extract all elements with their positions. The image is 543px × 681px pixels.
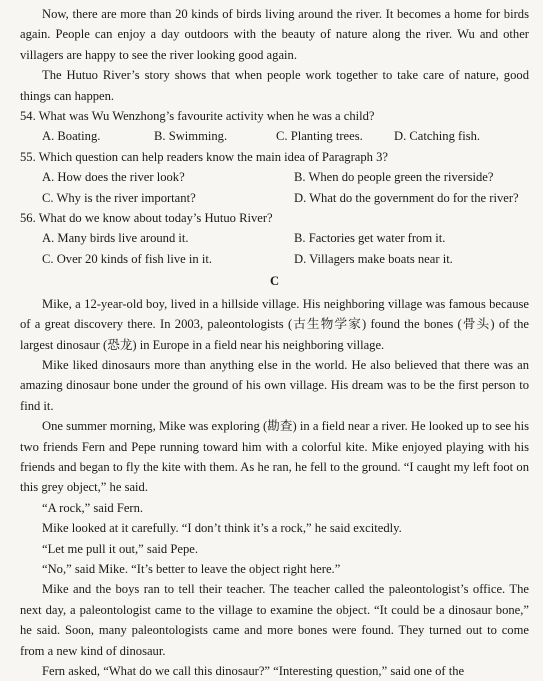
- option-c: C. Why is the river important?: [42, 190, 196, 205]
- question-56: [20, 208, 529, 269]
- option-d: D. Villagers make boats near it.: [294, 251, 453, 266]
- options-row: [20, 126, 529, 146]
- question-55: [20, 147, 529, 208]
- question-stem: 54. What was Wu Wenzhong’s favourite activity when he was a child?: [20, 109, 375, 124]
- options-row: [20, 228, 529, 248]
- paragraph: The Hutuo River’s story shows that when people work together to take care of nature, good things can happen.: [20, 68, 529, 103]
- paragraph: “A rock,” said Fern.: [42, 500, 144, 515]
- option-b: B. Swimming.: [154, 129, 228, 144]
- question-stem: 56. What do we know about today’s Hutuo River?: [20, 211, 273, 226]
- paragraph: “No,” said Mike. “It’s better to leave the object right here.”: [42, 561, 341, 576]
- paragraph: Mike liked dinosaurs more than anything else in the world. He also believed that there was an amazing dinosaur bone under the ground of his own village. His dream was to be the first person to find it.: [20, 357, 529, 413]
- option-d: D. Catching fish.: [394, 129, 481, 144]
- paragraph: One summer morning, Mike was exploring (勘查) in a field near a river. He looked up to see his two friends Fern and Pepe running toward him with a colorful kite. Mike enjoyed playing with his friends and began to fly the kite with them. As he ran, he fell to the ground. “I caught my left foot on this grey object,” he said.: [20, 419, 529, 495]
- paragraph: Mike, a 12-year-old boy, lived in a hillside village. His neighboring village was famous because of a great discovery there. In 2003, paleontologists (古生物学家) found the bones (骨头) of the largest dinosaur (恐龙) in Europe in a field near his neighboring village.: [20, 296, 529, 352]
- paragraph: Fern asked, “What do we call this dinosaur?” “Interesting question,” said one of the: [42, 664, 465, 678]
- option-a: A. How does the river look?: [42, 170, 185, 185]
- question-54: [20, 106, 529, 147]
- options-row: [20, 167, 529, 187]
- option-a: A. Boating.: [42, 129, 101, 144]
- section-heading: C: [269, 274, 280, 289]
- paragraph: Mike and the boys ran to tell their teacher. The teacher called the paleontologist’s office. The next day, a paleontologist came to the village to examine the object. “It could be a dinosaur bone,” he said. Soon, many paleontologists came and more bones were found. They turned out to come from a new kind of dinosaur.: [20, 582, 529, 658]
- option-c: C. Over 20 kinds of fish live in it.: [42, 251, 213, 266]
- option-a: A. Many birds live around it.: [42, 231, 189, 246]
- option-b: B. When do people green the riverside?: [294, 170, 494, 185]
- paragraph: Mike looked at it carefully. “I don’t think it’s a rock,” he said excitedly.: [42, 521, 402, 536]
- option-b: B. Factories get water from it.: [294, 231, 446, 246]
- options-row: [20, 188, 529, 208]
- option-d: D. What do the government do for the river?: [294, 190, 519, 205]
- option-c: C. Planting trees.: [276, 129, 363, 144]
- paragraph: “Let me pull it out,” said Pepe.: [42, 541, 198, 556]
- options-row: [20, 249, 529, 269]
- question-stem: 55. Which question can help readers know the main idea of Paragraph 3?: [20, 149, 389, 164]
- paragraph: Now, there are more than 20 kinds of birds living around the river. It becomes a home for birds again. People can enjoy a day outdoors with the beauty of nature along the river. Wu and other villagers are happy to see the river looking good again.: [20, 7, 529, 62]
